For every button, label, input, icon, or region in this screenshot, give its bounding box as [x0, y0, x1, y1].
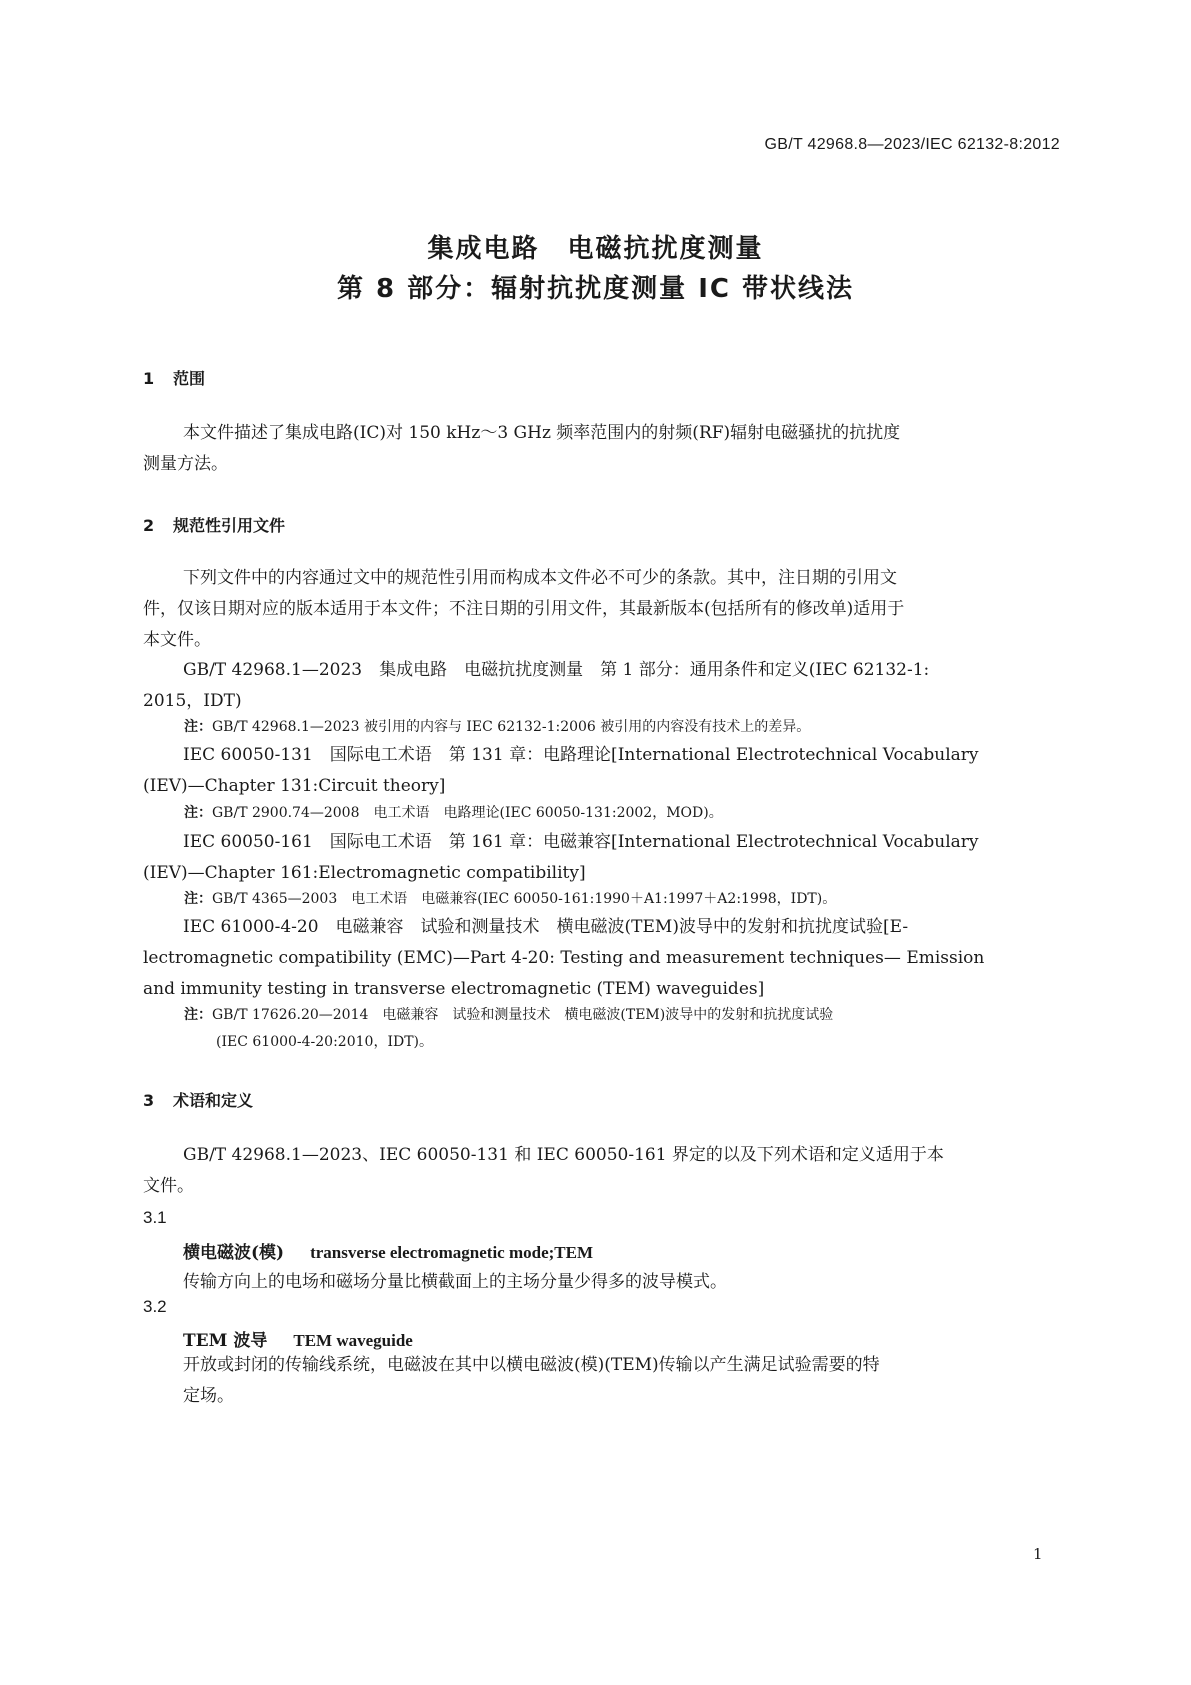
page-number: 1 [1033, 1545, 1043, 1563]
term-3-1-definition: 传输方向上的电场和磁场分量比横截面上的主场分量少得多的波导模式。 [183, 1272, 727, 1292]
reference-line: (IEV)—Chapter 161:Electromagnetic compatibility] [143, 863, 586, 883]
note-1: 注：GB/T 42968.1—2023 被引用的内容与 IEC 62132-1:2006 被引用的内容没有技术上的差异。 [184, 719, 811, 735]
standard-number: GB/T 42968.8—2023/IEC 62132-8:2012 [764, 136, 1060, 153]
term-3-2 [183, 1326, 413, 1351]
note-label: 注： [184, 1007, 212, 1023]
term-en: transverse electromagnetic mode;TEM [310, 1243, 594, 1262]
reference-2 [143, 740, 1067, 802]
paragraph-line: 本文件。 [143, 630, 211, 650]
reference-line: (IEV)—Chapter 131:Circuit theory] [143, 776, 446, 796]
title-line-2: 第 8 部分：辐射抗扰度测量 IC 带状线法 [336, 274, 855, 304]
term-cn: 横电磁波(模) [183, 1243, 285, 1263]
note-label: 注： [184, 805, 212, 821]
reference-line: 2015，IDT) [143, 691, 242, 711]
section-number: 2 [143, 516, 155, 535]
reference-4 [143, 912, 1067, 1005]
term-3-1 [183, 1238, 593, 1263]
section-title: 术语和定义 [173, 1091, 254, 1110]
note-label: 注： [184, 719, 212, 735]
paragraph-line: 文件。 [143, 1176, 194, 1196]
definition-line: 定场。 [183, 1386, 234, 1406]
term-en: TEM waveguide [293, 1331, 413, 1350]
reference-line: IEC 61000-4-20 电磁兼容 试验和测量技术 横电磁波(TEM)波导中的发射和抗扰度试验[E- [183, 917, 909, 937]
definition-line: 开放或封闭的传输线系统，电磁波在其中以横电磁波(模)(TEM)传输以产生满足试验需要的特 [183, 1355, 880, 1375]
section-1-paragraph [143, 418, 1067, 480]
paragraph-line: 测量方法。 [143, 454, 228, 474]
paragraph-line: GB/T 42968.1—2023、IEC 60050-131 和 IEC 60050-161 界定的以及下列术语和定义适用于本 [183, 1145, 944, 1165]
section-title: 范围 [173, 369, 206, 388]
section-number: 3 [143, 1091, 155, 1110]
note-4-continuation: (IEC 61000-4-20:2010，IDT)。 [216, 1034, 433, 1050]
note-2: 注：GB/T 2900.74—2008 电工术语 电路理论(IEC 60050-131:2002，MOD)。 [184, 805, 723, 821]
section-3-heading [143, 1088, 253, 1111]
term-cn: TEM 波导 [183, 1331, 268, 1351]
reference-line: and immunity testing in transverse electromagnetic (TEM) waveguides] [143, 979, 765, 999]
reference-1 [143, 655, 1067, 717]
note-4: 注：GB/T 17626.20—2014 电磁兼容 试验和测量技术 横电磁波(TEM)波导中的发射和抗扰度试验 [184, 1007, 834, 1023]
term-3-2-definition [183, 1350, 1067, 1412]
reference-3 [143, 827, 1067, 889]
term-3-2-number: 3.2 [143, 1297, 167, 1316]
paragraph-line: 本文件描述了集成电路(IC)对 150 kHz～3 GHz 频率范围内的射频(RF)辐射电磁骚扰的抗扰度 [183, 423, 901, 443]
reference-line: lectromagnetic compatibility (EMC)—Part 4-20: Testing and measurement techniques— Emission [143, 948, 985, 968]
reference-line: IEC 60050-131 国际电工术语 第 131 章：电路理论[International Electrotechnical Vocabulary [183, 745, 979, 765]
paragraph-line: 下列文件中的内容通过文中的规范性引用而构成本文件必不可少的条款。其中，注日期的引用文 [183, 568, 897, 588]
reference-line: GB/T 42968.1—2023 集成电路 电磁抗扰度测量 第 1 部分：通用条件和定义(IEC 62132-1: [183, 660, 930, 680]
section-3-intro [143, 1140, 1067, 1202]
section-number: 1 [143, 369, 155, 388]
term-3-1-number: 3.1 [143, 1208, 167, 1227]
section-1-heading [143, 366, 205, 389]
note-3: 注：GB/T 4365—2003 电工术语 电磁兼容(IEC 60050-161:1990＋A1:1997＋A2:1998，IDT)。 [184, 891, 837, 907]
section-title: 规范性引用文件 [173, 516, 286, 535]
paragraph-line: 件，仅该日期对应的版本适用于本文件；不注日期的引用文件，其最新版本(包括所有的修改单)适用于 [143, 599, 905, 619]
reference-line: IEC 60050-161 国际电工术语 第 161 章：电磁兼容[International Electrotechnical Vocabulary [183, 832, 979, 852]
section-2-intro [143, 563, 1067, 656]
note-label: 注： [184, 891, 212, 907]
section-2-heading [143, 513, 285, 536]
title-line-1: 集成电路 电磁抗扰度测量 [427, 234, 764, 264]
